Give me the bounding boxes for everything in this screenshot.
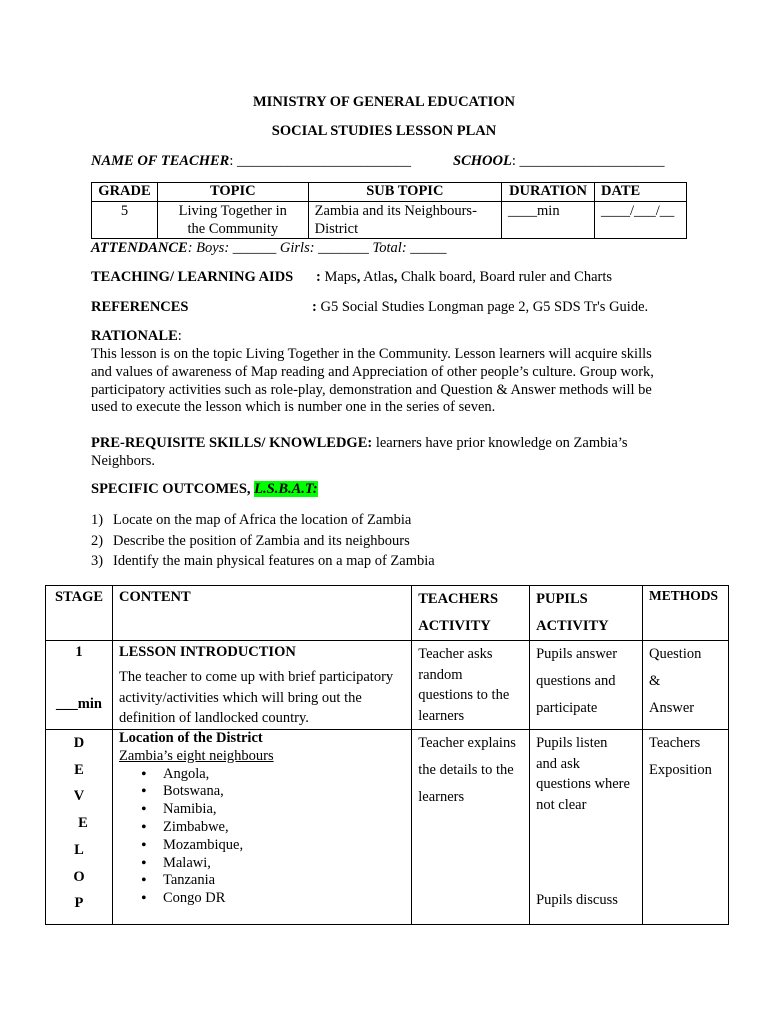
references-colon: : xyxy=(312,299,317,315)
prerequisite-label: PRE-REQUISITE SKILLS/ KNOWLEDGE: xyxy=(91,435,373,451)
pupil-activity-cell: Pupils answer questions and participate xyxy=(530,641,643,730)
method-cell: Teachers Exposition xyxy=(642,730,728,925)
duration-header: DURATION xyxy=(502,183,595,202)
prerequisite-text: learners have prior knowledge on Zambia’s xyxy=(372,435,628,451)
outcome-item: 3) Identify the main physical features on a map of Zambia xyxy=(91,553,435,569)
date-value[interactable]: ____/___/__ xyxy=(595,202,687,239)
lesson-plan-title: SOCIAL STUDIES LESSON PLAN xyxy=(271,123,497,139)
list-item: • Namibia, xyxy=(163,801,405,819)
school-blank[interactable]: : ____________________ xyxy=(511,153,665,169)
teacher-name-line xyxy=(91,153,411,170)
teacher-activity-cell: Teacher asks random questions to the learners xyxy=(412,641,530,730)
content-cell xyxy=(112,730,411,925)
rationale-line: This lesson is on the topic Living Together in the Community. Lesson learners will acquire skills xyxy=(91,346,652,362)
rationale-line: and values of awareness of Map reading and Appreciation of other people’s culture. Group work, xyxy=(91,363,654,380)
outcomes-label: SPECIFIC OUTCOMES, xyxy=(91,481,255,497)
info-header-row xyxy=(92,183,687,202)
rationale-line: used to execute the lesson which is number one in the series of seven. xyxy=(91,399,496,416)
aid-atlas: Atlas xyxy=(363,269,394,285)
grade-header: GRADE xyxy=(92,183,158,202)
outcomes-heading xyxy=(91,481,318,498)
outcomes-list xyxy=(91,510,435,572)
references-label: REFERENCES xyxy=(91,299,189,315)
stage-number: 1 xyxy=(75,644,83,660)
pupils-activity-header: PUPILS ACTIVITY xyxy=(530,586,643,641)
topic-line-2: the Community xyxy=(187,221,279,237)
neighbours-subtitle: Zambia’s eight neighbours xyxy=(118,747,274,764)
method-cell: Question & Answer xyxy=(642,641,728,730)
intro-title: LESSON INTRODUCTION xyxy=(118,644,296,660)
date-header: DATE xyxy=(595,183,687,202)
prerequisite-block xyxy=(91,435,628,471)
list-item: • Congo DR xyxy=(163,890,405,908)
list-item: • Botswana, xyxy=(163,783,405,801)
rationale-heading xyxy=(91,328,182,345)
neighbours-list xyxy=(119,766,405,908)
aid-maps: Maps xyxy=(324,269,357,285)
list-item: • Mozambique, xyxy=(163,837,405,855)
methods-header: METHODS xyxy=(642,586,728,641)
attendance-label: ATTENDANCE xyxy=(91,240,188,256)
aids-values: : Maps, Atlas, Chalk board, Board ruler and Charts xyxy=(316,269,613,285)
references-values xyxy=(312,299,648,316)
location-title: Location of the District xyxy=(118,730,263,746)
teacher-label: NAME OF TEACHER xyxy=(91,153,230,169)
ministry-title: MINISTRY OF GENERAL EDUCATION xyxy=(253,94,515,110)
lesson-stages-table xyxy=(45,585,729,925)
intro-text: The teacher to come up with brief participatory activity/activities which will bring out the definition of landlocked country. xyxy=(118,669,394,726)
subtopic-header: SUB TOPIC xyxy=(308,183,501,202)
list-item: • Malawi, xyxy=(163,855,405,873)
outcome-item: 1) Locate on the map of Africa the location of Zambia xyxy=(91,512,412,528)
attendance-values[interactable]: : Boys: ______ Girls: _______ Total: _____ xyxy=(187,240,447,256)
aid-others: Chalk board, Board ruler and Charts xyxy=(401,269,613,285)
stage-header: STAGE xyxy=(46,586,113,641)
grade-value: 5 xyxy=(92,202,158,239)
aids-line xyxy=(91,269,293,286)
rationale-body xyxy=(91,346,681,417)
lesson-header-row xyxy=(46,586,729,641)
stage-cell: D E V E L O P xyxy=(46,730,113,925)
lsbat-highlight: L.S.B.A.T: xyxy=(254,481,318,497)
list-item: • Angola, xyxy=(163,766,405,784)
topic-line-1: Living Together in xyxy=(178,203,287,219)
aids-label: TEACHING/ LEARNING AIDS xyxy=(91,269,294,285)
table-row xyxy=(46,641,729,730)
rationale-colon: : xyxy=(177,328,182,344)
attendance-line xyxy=(91,240,447,257)
list-item: • Zimbabwe, xyxy=(163,819,405,837)
teachers-activity-header: TEACHERS ACTIVITY xyxy=(412,586,530,641)
references-text: G5 Social Studies Longman page 2, G5 SDS Tr's Guide. xyxy=(316,299,649,315)
teacher-activity-cell: Teacher explains the details to the learners xyxy=(412,730,530,925)
school-line xyxy=(453,153,664,170)
table-row xyxy=(46,730,729,925)
duration-value[interactable]: ____min xyxy=(502,202,595,239)
content-cell xyxy=(112,641,411,730)
rationale-line: participatory activities such as role-play, demonstration and Question & Answer methods will be xyxy=(91,381,652,398)
subtopic-value xyxy=(308,202,501,239)
pupils-discuss: Pupils discuss xyxy=(536,892,618,908)
school-label: SCHOOL xyxy=(453,153,512,169)
aids-colon: : xyxy=(316,269,321,285)
rationale-label: RATIONALE xyxy=(91,328,178,344)
topic-header: TOPIC xyxy=(157,183,308,202)
stage-duration[interactable]: ___min xyxy=(56,696,102,712)
topic-value xyxy=(157,202,308,239)
pupil-activity-cell: Pupils listen and ask questions where not clear Pupils discuss xyxy=(530,730,643,925)
lesson-info-table xyxy=(91,182,687,239)
subtopic-line-2: District xyxy=(314,221,359,237)
content-header: CONTENT xyxy=(112,586,411,641)
stage-cell xyxy=(46,641,113,730)
references-label-wrap xyxy=(91,299,189,316)
teacher-blank[interactable]: : ________________________ xyxy=(229,153,411,169)
info-value-row xyxy=(92,202,687,239)
outcome-item: 2) Describe the position of Zambia and its neighbours xyxy=(91,532,410,549)
prerequisite-text-2: Neighbors. xyxy=(91,452,156,469)
subtopic-line-1: Zambia and its Neighbours- xyxy=(314,203,477,219)
list-item: • Tanzania xyxy=(163,872,405,890)
